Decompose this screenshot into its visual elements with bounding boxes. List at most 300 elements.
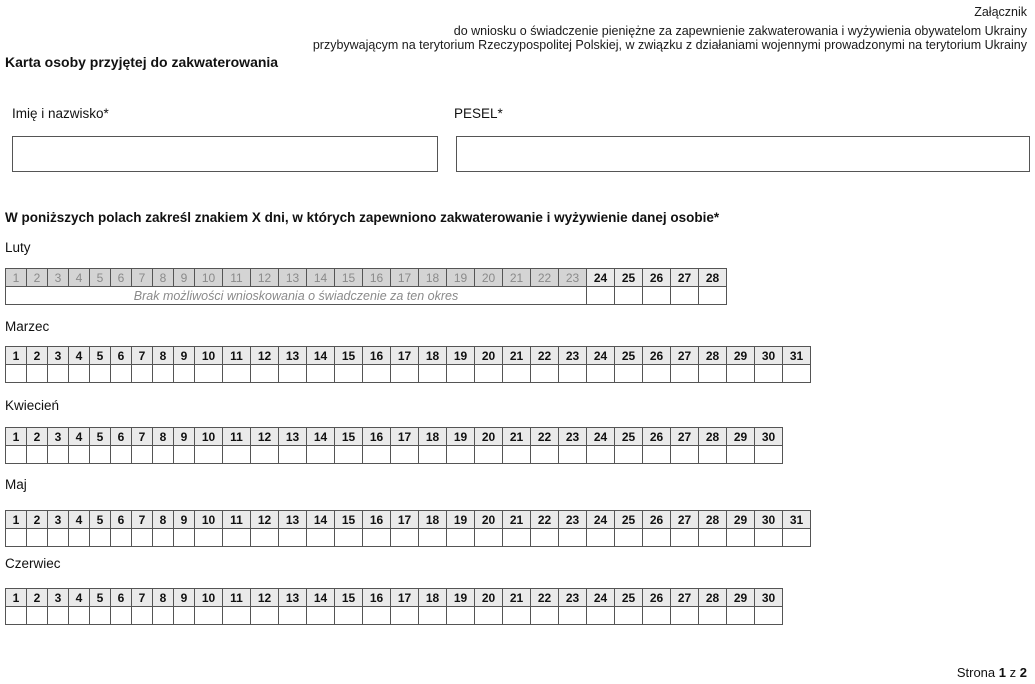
day-checkbox[interactable] (223, 365, 251, 383)
day-number: 10 (195, 589, 223, 607)
day-checkbox[interactable] (111, 446, 132, 464)
day-number: 22 (531, 347, 559, 365)
day-number: 25 (615, 269, 643, 287)
day-checkbox[interactable] (6, 607, 27, 625)
day-checkbox[interactable] (223, 446, 251, 464)
day-number: 2 (27, 511, 48, 529)
day-checkbox[interactable] (475, 365, 503, 383)
day-checkbox[interactable] (279, 446, 307, 464)
day-checkbox[interactable] (195, 607, 223, 625)
month-label: Marzec (5, 319, 50, 334)
day-checkbox[interactable] (174, 365, 195, 383)
name-field[interactable] (12, 136, 438, 172)
day-number-row (6, 269, 727, 287)
month-calendar (5, 510, 811, 547)
day-number: 24 (587, 589, 615, 607)
day-checkbox[interactable] (307, 607, 335, 625)
day-number: 14 (307, 347, 335, 365)
day-number: 20 (475, 269, 503, 287)
day-number: 5 (90, 428, 111, 446)
day-checkbox[interactable] (48, 607, 69, 625)
day-checkbox[interactable] (559, 446, 587, 464)
day-checkbox[interactable] (615, 446, 643, 464)
instruction-text: W poniższych polach zakreśl znakiem X dni, w których zapewniono zakwaterowanie i wyżywienie danej osobie* (5, 210, 720, 225)
day-number: 14 (307, 511, 335, 529)
day-checkbox[interactable] (559, 529, 587, 547)
attachment-subtitle-line1: do wniosku o świadczenie pieniężne za zapewnienie zakwaterowania i wyżywienia obywatelom Ukrainy (453, 24, 1027, 38)
page-title: Karta osoby przyjętej do zakwaterowania (5, 54, 279, 70)
day-checkbox[interactable] (69, 365, 90, 383)
day-checkbox[interactable] (153, 365, 174, 383)
day-number: 1 (6, 269, 27, 287)
day-number: 26 (643, 511, 671, 529)
day-number: 27 (671, 347, 699, 365)
day-checkbox[interactable] (671, 446, 699, 464)
day-checkbox[interactable] (279, 529, 307, 547)
day-number: 29 (727, 347, 755, 365)
day-checkbox[interactable] (531, 529, 559, 547)
day-checkbox[interactable] (699, 529, 727, 547)
day-checkbox[interactable] (195, 446, 223, 464)
day-checkbox[interactable] (783, 529, 811, 547)
day-checkbox[interactable] (90, 529, 111, 547)
day-number: 20 (475, 428, 503, 446)
day-checkbox[interactable] (132, 529, 153, 547)
day-checkbox[interactable] (447, 607, 475, 625)
day-checkbox[interactable] (111, 365, 132, 383)
day-number: 8 (153, 269, 174, 287)
day-number: 11 (223, 589, 251, 607)
day-number: 25 (615, 511, 643, 529)
day-checkbox[interactable] (90, 365, 111, 383)
day-checkbox[interactable] (643, 287, 671, 305)
day-checkbox[interactable] (279, 607, 307, 625)
day-checkbox[interactable] (531, 607, 559, 625)
day-number: 10 (195, 511, 223, 529)
day-number: 25 (615, 589, 643, 607)
day-checkbox[interactable] (615, 529, 643, 547)
day-number: 29 (727, 511, 755, 529)
day-number: 7 (132, 347, 153, 365)
day-number: 27 (671, 428, 699, 446)
day-number: 24 (587, 269, 615, 287)
day-checkbox[interactable] (391, 365, 419, 383)
day-number: 8 (153, 347, 174, 365)
day-number: 23 (559, 589, 587, 607)
day-checkbox[interactable] (27, 529, 48, 547)
day-number: 2 (27, 589, 48, 607)
day-number: 1 (6, 428, 27, 446)
day-checkbox[interactable] (6, 365, 27, 383)
day-number: 6 (111, 589, 132, 607)
day-checkbox[interactable] (69, 529, 90, 547)
day-number: 7 (132, 511, 153, 529)
page-number: Strona 1 z 2 (956, 665, 1027, 680)
day-number: 25 (615, 428, 643, 446)
day-number: 20 (475, 589, 503, 607)
day-number: 15 (335, 428, 363, 446)
day-number: 15 (335, 347, 363, 365)
day-number: 9 (174, 511, 195, 529)
day-number: 17 (391, 428, 419, 446)
day-number: 8 (153, 511, 174, 529)
day-checkbox[interactable] (587, 607, 615, 625)
day-checkbox[interactable] (335, 365, 363, 383)
day-number: 15 (335, 589, 363, 607)
day-number: 4 (69, 428, 90, 446)
day-number: 18 (419, 511, 447, 529)
day-checkbox[interactable] (755, 607, 783, 625)
attachment-subtitle-line2: przybywającym na terytorium Rzeczypospolitej Polskiej, w związku z działaniami wojennymi prowadzonymi na terytorium Ukrainy (312, 38, 1027, 52)
day-checkbox[interactable] (132, 446, 153, 464)
day-checkbox[interactable] (503, 365, 531, 383)
day-number: 20 (475, 347, 503, 365)
day-checkbox[interactable] (391, 529, 419, 547)
day-number: 11 (223, 511, 251, 529)
day-number: 3 (48, 347, 69, 365)
day-number: 3 (48, 269, 69, 287)
day-checkbox[interactable] (153, 446, 174, 464)
day-checkbox[interactable] (223, 529, 251, 547)
day-number: 26 (643, 269, 671, 287)
day-checkbox[interactable] (643, 365, 671, 383)
day-number: 19 (447, 269, 475, 287)
day-number: 9 (174, 347, 195, 365)
day-number: 8 (153, 589, 174, 607)
day-number: 19 (447, 428, 475, 446)
day-number: 28 (699, 347, 727, 365)
day-checkbox[interactable] (90, 607, 111, 625)
day-number: 16 (363, 428, 391, 446)
day-checkbox[interactable] (111, 607, 132, 625)
day-number: 22 (531, 511, 559, 529)
day-checkbox[interactable] (755, 529, 783, 547)
day-checkbox[interactable] (195, 365, 223, 383)
day-number: 24 (587, 511, 615, 529)
day-checkbox[interactable] (27, 607, 48, 625)
day-checkbox[interactable] (531, 365, 559, 383)
day-checkbox[interactable] (615, 365, 643, 383)
day-number: 19 (447, 347, 475, 365)
day-checkbox[interactable] (727, 446, 755, 464)
day-checkbox[interactable] (132, 365, 153, 383)
day-checkbox[interactable] (6, 529, 27, 547)
day-checkbox[interactable] (174, 607, 195, 625)
month-calendar (5, 346, 811, 383)
day-number: 21 (503, 428, 531, 446)
day-checkbox[interactable] (783, 365, 811, 383)
day-checkbox[interactable] (223, 607, 251, 625)
day-number: 22 (531, 269, 559, 287)
day-number: 18 (419, 589, 447, 607)
day-number: 10 (195, 269, 223, 287)
day-number: 5 (90, 511, 111, 529)
day-number: 5 (90, 269, 111, 287)
day-checkbox[interactable] (503, 529, 531, 547)
day-checkbox[interactable] (727, 607, 755, 625)
day-number: 19 (447, 589, 475, 607)
day-number: 7 (132, 589, 153, 607)
day-checkbox[interactable] (727, 529, 755, 547)
disabled-period-notice: Brak możliwości wnioskowania o świadczenie za ten okres (6, 287, 587, 305)
day-number-row (6, 511, 811, 529)
day-checkbox[interactable] (363, 607, 391, 625)
day-checkbox[interactable] (335, 529, 363, 547)
month-label: Czerwiec (5, 556, 61, 571)
day-number: 12 (251, 347, 279, 365)
day-number: 20 (475, 511, 503, 529)
day-checkbox[interactable] (587, 287, 615, 305)
day-number: 1 (6, 347, 27, 365)
day-checkbox[interactable] (419, 365, 447, 383)
day-number: 6 (111, 428, 132, 446)
day-number: 14 (307, 428, 335, 446)
day-checkbox[interactable] (251, 529, 279, 547)
day-checkbox[interactable] (503, 446, 531, 464)
day-checkbox[interactable] (132, 607, 153, 625)
attachment-label: Załącznik (974, 5, 1027, 19)
day-number: 7 (132, 428, 153, 446)
day-number-row (6, 589, 783, 607)
day-checkbox[interactable] (699, 446, 727, 464)
month-label: Maj (5, 477, 27, 492)
day-checkbox[interactable] (363, 365, 391, 383)
day-checkbox[interactable] (755, 446, 783, 464)
day-checkbox[interactable] (279, 365, 307, 383)
day-number: 9 (174, 428, 195, 446)
day-number: 13 (279, 269, 307, 287)
day-number: 15 (335, 269, 363, 287)
day-number: 2 (27, 269, 48, 287)
day-checkbox[interactable] (475, 529, 503, 547)
day-number: 3 (48, 511, 69, 529)
day-mark-row (6, 287, 727, 305)
day-checkbox[interactable] (447, 446, 475, 464)
day-checkbox[interactable] (111, 529, 132, 547)
day-number: 26 (643, 347, 671, 365)
day-number: 9 (174, 589, 195, 607)
day-number: 11 (223, 347, 251, 365)
day-checkbox[interactable] (90, 446, 111, 464)
day-number: 31 (783, 511, 811, 529)
day-number: 13 (279, 347, 307, 365)
day-number: 22 (531, 589, 559, 607)
day-number: 16 (363, 347, 391, 365)
day-checkbox[interactable] (699, 365, 727, 383)
day-number: 19 (447, 511, 475, 529)
day-number: 13 (279, 428, 307, 446)
day-number: 27 (671, 269, 699, 287)
day-number: 17 (391, 347, 419, 365)
day-number: 25 (615, 347, 643, 365)
month-calendar (5, 268, 727, 305)
day-checkbox[interactable] (671, 529, 699, 547)
day-number: 23 (559, 347, 587, 365)
day-number: 12 (251, 269, 279, 287)
pesel-label: PESEL* (454, 106, 503, 121)
day-number: 16 (363, 589, 391, 607)
day-number: 21 (503, 269, 531, 287)
day-checkbox[interactable] (153, 607, 174, 625)
day-mark-row (6, 607, 783, 625)
day-checkbox[interactable] (475, 607, 503, 625)
day-checkbox[interactable] (251, 365, 279, 383)
day-number: 6 (111, 269, 132, 287)
pesel-field[interactable] (456, 136, 1030, 172)
day-checkbox[interactable] (335, 607, 363, 625)
day-checkbox[interactable] (615, 607, 643, 625)
day-checkbox[interactable] (48, 529, 69, 547)
day-number: 30 (755, 347, 783, 365)
day-number: 30 (755, 428, 783, 446)
day-number: 30 (755, 511, 783, 529)
day-checkbox[interactable] (615, 287, 643, 305)
day-number: 18 (419, 428, 447, 446)
day-checkbox[interactable] (671, 287, 699, 305)
day-number: 10 (195, 428, 223, 446)
day-checkbox[interactable] (755, 365, 783, 383)
day-number: 13 (279, 589, 307, 607)
day-checkbox[interactable] (699, 287, 727, 305)
day-number: 12 (251, 589, 279, 607)
day-number: 28 (699, 428, 727, 446)
day-number: 12 (251, 428, 279, 446)
month-calendar (5, 588, 783, 625)
day-number: 3 (48, 428, 69, 446)
day-checkbox[interactable] (307, 365, 335, 383)
day-number: 28 (699, 511, 727, 529)
day-checkbox[interactable] (48, 365, 69, 383)
day-number: 22 (531, 428, 559, 446)
day-number: 21 (503, 347, 531, 365)
day-number: 10 (195, 347, 223, 365)
day-number: 28 (699, 589, 727, 607)
day-number: 24 (587, 347, 615, 365)
day-number: 7 (132, 269, 153, 287)
day-number: 21 (503, 511, 531, 529)
month-calendar (5, 427, 783, 464)
day-checkbox[interactable] (153, 529, 174, 547)
day-checkbox[interactable] (48, 446, 69, 464)
day-checkbox[interactable] (559, 365, 587, 383)
day-number: 29 (727, 589, 755, 607)
day-number: 26 (643, 589, 671, 607)
day-checkbox[interactable] (643, 529, 671, 547)
day-checkbox[interactable] (307, 446, 335, 464)
day-checkbox[interactable] (699, 607, 727, 625)
day-mark-row (6, 446, 783, 464)
day-checkbox[interactable] (335, 446, 363, 464)
day-checkbox[interactable] (447, 529, 475, 547)
day-number: 23 (559, 428, 587, 446)
day-number: 6 (111, 347, 132, 365)
day-checkbox[interactable] (587, 446, 615, 464)
day-number: 27 (671, 511, 699, 529)
day-number: 18 (419, 269, 447, 287)
day-number: 27 (671, 589, 699, 607)
day-number: 9 (174, 269, 195, 287)
day-number: 17 (391, 589, 419, 607)
day-number: 1 (6, 511, 27, 529)
day-checkbox[interactable] (69, 446, 90, 464)
day-number: 26 (643, 428, 671, 446)
day-checkbox[interactable] (671, 365, 699, 383)
day-checkbox[interactable] (27, 365, 48, 383)
day-number: 14 (307, 269, 335, 287)
day-checkbox[interactable] (391, 607, 419, 625)
day-number: 5 (90, 347, 111, 365)
day-number: 17 (391, 511, 419, 529)
day-number: 31 (783, 347, 811, 365)
day-number: 2 (27, 347, 48, 365)
day-number: 8 (153, 428, 174, 446)
day-checkbox[interactable] (251, 446, 279, 464)
day-checkbox[interactable] (447, 365, 475, 383)
day-checkbox[interactable] (195, 529, 223, 547)
day-checkbox[interactable] (363, 446, 391, 464)
day-checkbox[interactable] (391, 446, 419, 464)
month-label: Luty (5, 240, 31, 255)
day-checkbox[interactable] (531, 446, 559, 464)
day-number: 2 (27, 428, 48, 446)
day-number: 4 (69, 269, 90, 287)
day-number: 16 (363, 511, 391, 529)
day-number: 18 (419, 347, 447, 365)
day-number: 3 (48, 589, 69, 607)
day-checkbox[interactable] (251, 607, 279, 625)
day-checkbox[interactable] (419, 446, 447, 464)
day-number: 11 (223, 428, 251, 446)
day-checkbox[interactable] (587, 365, 615, 383)
day-checkbox[interactable] (419, 529, 447, 547)
day-checkbox[interactable] (643, 446, 671, 464)
month-label: Kwiecień (5, 398, 60, 413)
day-checkbox[interactable] (643, 607, 671, 625)
day-number: 23 (559, 511, 587, 529)
day-checkbox[interactable] (727, 365, 755, 383)
day-number: 23 (559, 269, 587, 287)
day-checkbox[interactable] (6, 446, 27, 464)
day-checkbox[interactable] (307, 529, 335, 547)
day-number: 6 (111, 511, 132, 529)
day-checkbox[interactable] (559, 607, 587, 625)
day-number: 12 (251, 511, 279, 529)
day-number: 29 (727, 428, 755, 446)
day-checkbox[interactable] (587, 529, 615, 547)
name-label: Imię i nazwisko* (12, 106, 109, 121)
day-mark-row (6, 529, 811, 547)
day-number: 13 (279, 511, 307, 529)
day-number-row (6, 347, 811, 365)
day-number-row (6, 428, 783, 446)
day-number: 28 (699, 269, 727, 287)
day-number: 15 (335, 511, 363, 529)
day-checkbox[interactable] (174, 446, 195, 464)
day-checkbox[interactable] (475, 446, 503, 464)
day-checkbox[interactable] (27, 446, 48, 464)
day-number: 17 (391, 269, 419, 287)
day-number: 5 (90, 589, 111, 607)
day-checkbox[interactable] (503, 607, 531, 625)
day-checkbox[interactable] (363, 529, 391, 547)
day-checkbox[interactable] (174, 529, 195, 547)
day-number: 30 (755, 589, 783, 607)
day-checkbox[interactable] (69, 607, 90, 625)
day-checkbox[interactable] (419, 607, 447, 625)
day-number: 24 (587, 428, 615, 446)
day-checkbox[interactable] (671, 607, 699, 625)
day-number: 14 (307, 589, 335, 607)
